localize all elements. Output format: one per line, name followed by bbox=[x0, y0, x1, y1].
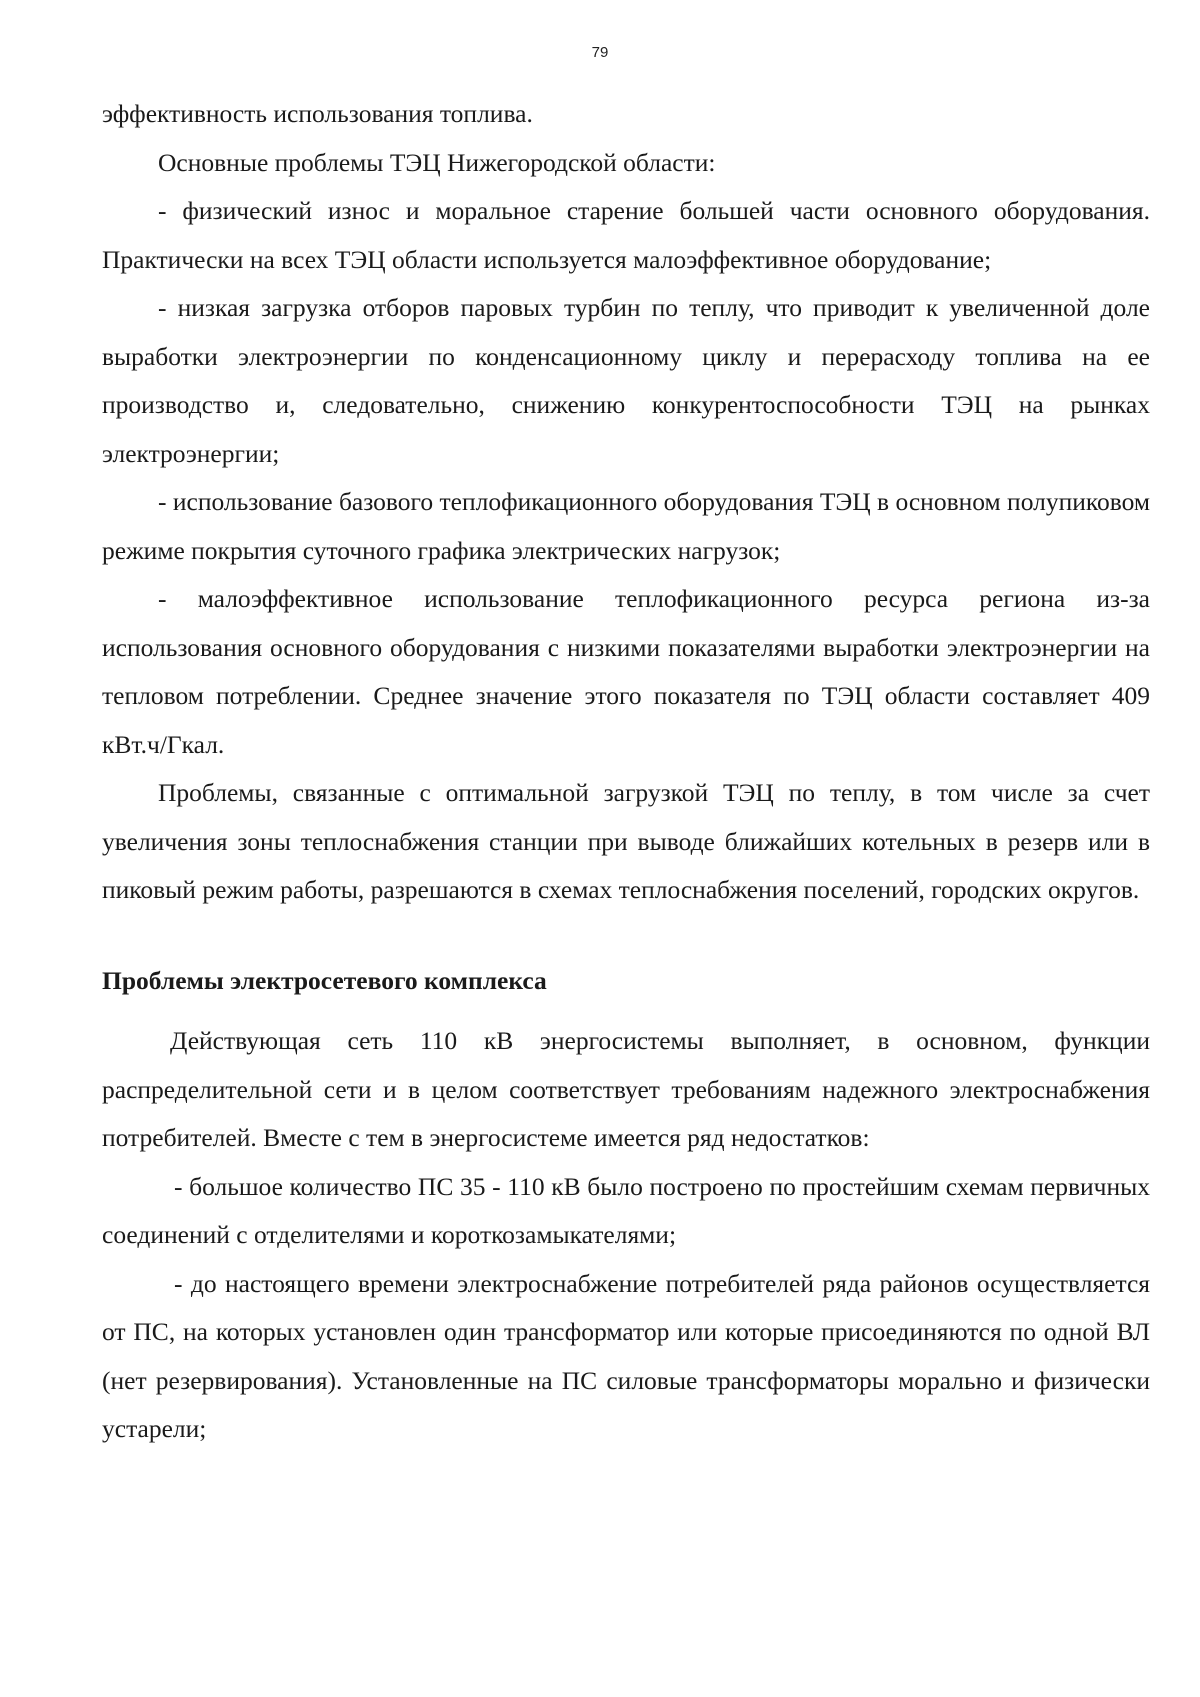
paragraph-network: Действующая сеть 110 кВ энергосистемы выполняет, в основном, функции распределительной сети и в целом соответствует требованиям надежного электроснабжения потребителей. Вместе с тем в энергосистеме имеется ряд недостатков: bbox=[102, 1026, 1150, 1152]
list-item-single-transformer: - до настоящего времени электроснабжение потребителей ряда районов осуществляется от ПС, на которых установлен один трансформатор или которые присоединяются по одной ВЛ (нет резервирования). Установленные на ПС силовые трансформаторы морально и физически устарели; bbox=[102, 1268, 1150, 1443]
list-item-resource-use: - малоэффективное использование теплофикационного ресурса региона из-за использования основного оборудования с низкими показателями выработки электроэнергии на тепловом потреблении. Среднее значение этого показателя по ТЭЦ области составляет 409 кВт.ч/Гкал. bbox=[102, 584, 1150, 759]
document-body bbox=[102, 90, 1150, 1454]
paragraph-load-problems: Проблемы, связанные с оптимальной загрузкой ТЭЦ по теплу, в том числе за счет увеличения зоны теплоснабжения станции при выводе ближайших котельных в резерв или в пиковый режим работы, разрешаются в схемах теплоснабжения поселений, городских округов. bbox=[102, 778, 1150, 904]
paragraph-continuation: эффективность использования топлива. bbox=[102, 99, 533, 128]
list-item-low-load: - низкая загрузка отборов паровых турбин по теплу, что приводит к увеличенной доле выработки электроэнергии по конденсационному циклу и перерасходу топлива на ее производство и, следовательно, снижению конкурентоспособности ТЭЦ на рынках электроэнергии; bbox=[102, 293, 1150, 468]
list-item-base-equipment: - использование базового теплофикационного оборудования ТЭЦ в основном полупиковом режиме покрытия суточного графика электрических нагрузок; bbox=[102, 487, 1150, 565]
page-number: 79 bbox=[591, 44, 609, 61]
list-item-wear: - физический износ и моральное старение большей части основного оборудования. Практически на всех ТЭЦ области используется малоэффективное оборудование; bbox=[102, 196, 1150, 274]
section-heading: Проблемы электросетевого комплекса bbox=[102, 965, 547, 995]
list-item-substations: - большое количество ПС 35 - 110 кВ было построено по простейшим схемам первичных соединений с отделителями и короткозамыкателями; bbox=[102, 1171, 1150, 1249]
paragraph-intro: Основные проблемы ТЭЦ Нижегородской области: bbox=[158, 147, 716, 177]
